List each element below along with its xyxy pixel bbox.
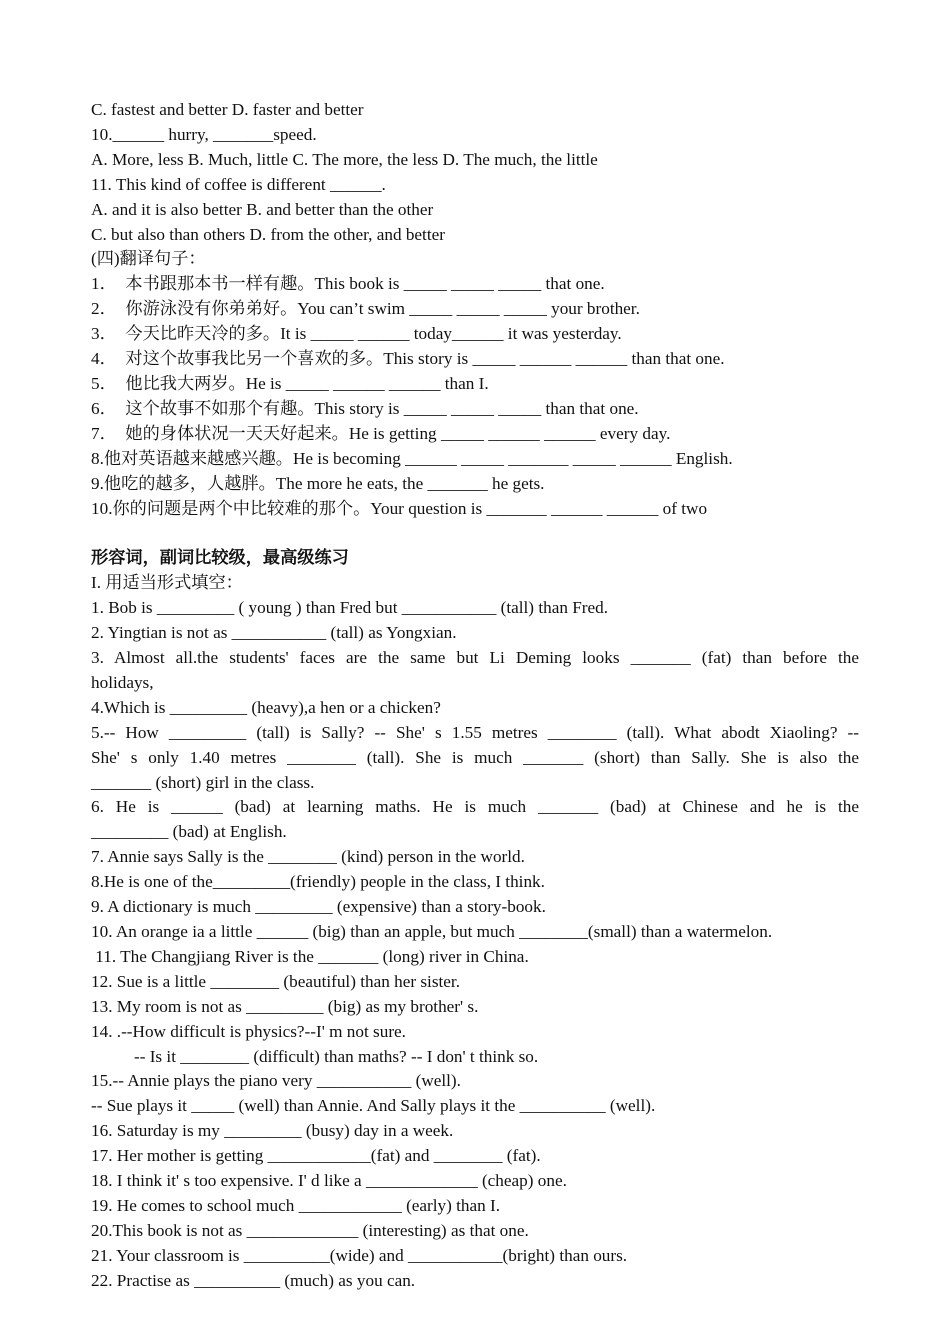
exercise-item-14-cont: -- Is it ________ (difficult) than maths? -- I don' t think so. <box>91 1046 539 1066</box>
exercise-item-18: 18. I think it' s too expensive. I' d like a _____________ (cheap) one. <box>91 1171 567 1191</box>
section-instructions: I. 用适当形式填空： <box>91 573 243 593</box>
translation-item: 2． 你游泳没有你弟弟好。You can’t swim _____ _____ _____ your brother. <box>91 299 640 319</box>
exercise-item-21: 21. Your classroom is __________(wide) and ___________(bright) than ours. <box>91 1245 628 1265</box>
translation-item: 5． 他比我大两岁。He is _____ ______ ______ than I. <box>91 373 489 393</box>
exercise-item-5: 5.-- How _________ (tall) is Sally? -- She' s 1.55 metres ________ (tall). What abodt Xiaoling? -- <box>91 722 859 742</box>
blank-line-spacer <box>91 521 859 546</box>
exercise-item-3-cont: holidays, <box>91 672 154 692</box>
worksheet-page <box>91 98 859 1294</box>
exercise-item-17: 17. Her mother is getting ____________(fat) and ________ (fat). <box>91 1146 541 1166</box>
translation-section-heading: (四)翻译句子： <box>91 249 206 269</box>
exercise-item-6-cont: _________ (bad) at English. <box>91 822 287 842</box>
exercise-item-14: 14. .--How difficult is physics?--I' m not sure. <box>91 1021 406 1041</box>
section-title: 形容词，副词比较级，最高级练习 <box>91 548 349 568</box>
answer-options-line: A. and it is also better B. and better than the other <box>91 199 434 219</box>
exercise-item-1: 1. Bob is _________ ( young ) than Fred but ___________ (tall) than Fred. <box>91 598 609 618</box>
exercise-item-11: 11. The Changjiang River is the _______ (long) river in China. <box>91 946 529 966</box>
exercise-item-15: 15.-- Annie plays the piano very ___________ (well). <box>91 1071 461 1091</box>
exercise-item-19: 19. He comes to school much ____________ (early) than I. <box>91 1195 501 1215</box>
exercise-item-12: 12. Sue is a little ________ (beautiful) than her sister. <box>91 971 460 991</box>
exercise-item-7: 7. Annie says Sally is the ________ (kind) person in the world. <box>91 847 525 867</box>
answer-options-line: A. More, less B. Much, little C. The more, the less D. The much, the little <box>91 149 598 169</box>
exercise-item-8: 8.He is one of the_________(friendly) people in the class, I think. <box>91 872 545 892</box>
exercise-item-13: 13. My room is not as _________ (big) as my brother' s. <box>91 996 479 1016</box>
translation-item: 9.他吃的越多，人越胖。The more he eats, the _______ he gets. <box>91 473 545 493</box>
exercise-item-6: 6. He is ______ (bad) at learning maths. He is much _______ (bad) at Chinese and he is the <box>91 797 859 817</box>
question-11: 11. This kind of coffee is different ______. <box>91 174 386 194</box>
exercise-item-3: 3. Almost all.the students' faces are the same but Li Deming looks _______ (fat) than before the <box>91 648 859 668</box>
exercise-item-10: 10. An orange ia a little ______ (big) than an apple, but much ________(small) than a watermelon. <box>91 922 773 941</box>
exercise-item-9: 9. A dictionary is much _________ (expensive) than a story-book. <box>91 897 546 917</box>
translation-item: 3． 今天比昨天冷的多。It is _____ ______ today______ it was yesterday. <box>91 324 622 344</box>
exercise-item-15-cont: -- Sue plays it _____ (well) than Annie. And Sally plays it the __________ (well). <box>91 1096 656 1116</box>
exercise-item-22: 22. Practise as __________ (much) as you can. <box>91 1270 416 1290</box>
question-10: 10.______ hurry, _______speed. <box>91 124 317 144</box>
translation-item: 7． 她的身体状况一天天好起来。He is getting _____ ______ ______ every day. <box>91 423 671 443</box>
answer-options-line: C. fastest and better D. faster and better <box>91 100 364 119</box>
translation-item: 10.你的问题是两个中比较难的那个。Your question is _______ ______ ______ of two <box>91 498 708 518</box>
answer-options-line: C. but also than others D. from the other, and better <box>91 224 445 244</box>
translation-item: 4． 对这个故事我比另一个喜欢的多。This story is _____ ______ ______ than that one. <box>91 349 725 369</box>
exercise-item-5-cont: _______ (short) girl in the class. <box>91 772 315 792</box>
translation-item: 1． 本书跟那本书一样有趣。This book is _____ _____ _____ that one. <box>91 274 605 294</box>
exercise-item-4: 4.Which is _________ (heavy),a hen or a chicken? <box>91 697 441 717</box>
exercise-item-2: 2. Yingtian is not as ___________ (tall) as Yongxian. <box>91 623 457 643</box>
exercise-item-20: 20.This book is not as _____________ (interesting) as that one. <box>91 1220 529 1240</box>
exercise-item-16: 16. Saturday is my _________ (busy) day in a week. <box>91 1121 454 1141</box>
exercise-item-5-cont: She' s only 1.40 metres ________ (tall). She is much _______ (short) than Sally. She is also the <box>91 747 859 767</box>
translation-item: 6． 这个故事不如那个有趣。This story is _____ _____ _____ than that one. <box>91 398 639 418</box>
translation-item: 8.他对英语越来越感兴趣。He is becoming ______ _____ _______ _____ ______ English. <box>91 448 733 468</box>
